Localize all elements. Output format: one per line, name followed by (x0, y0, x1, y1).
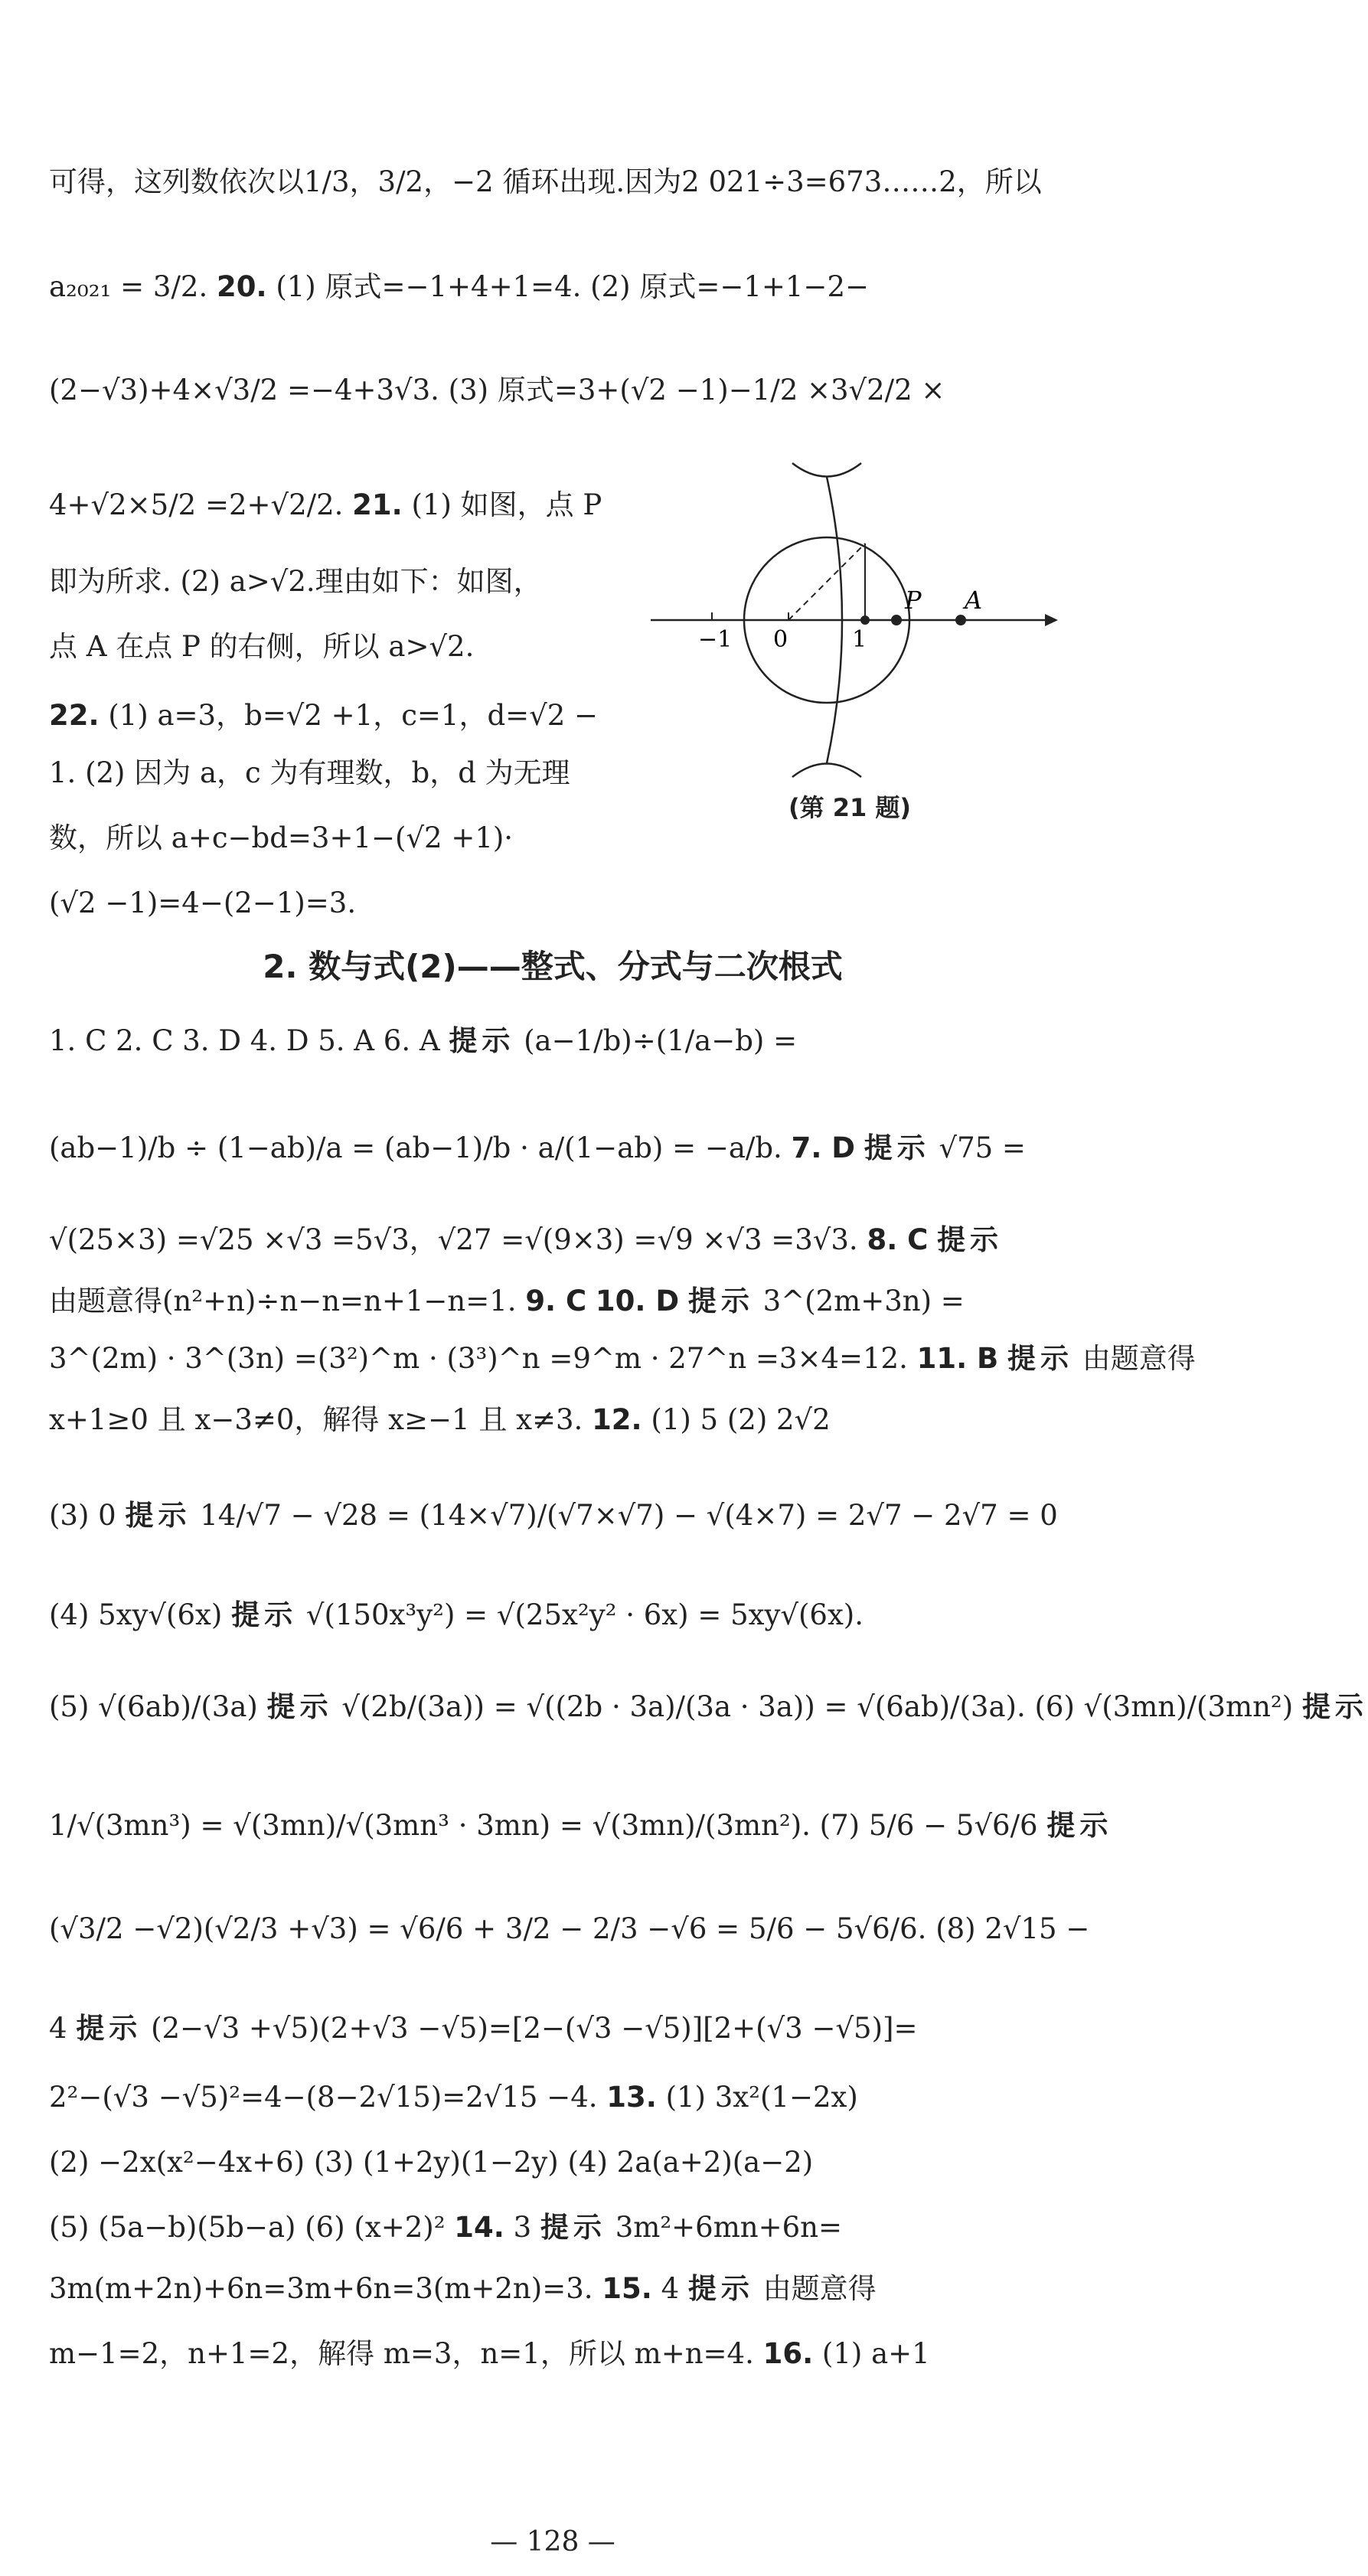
label-1: 1 (852, 626, 867, 653)
text-line: m−1=2，n+1=2，解得 m=3，n=1，所以 m+n=4. 16. (1) a+1 (49, 2337, 930, 2370)
label-A: A (965, 586, 983, 615)
figure-caption: (第 21 题) (788, 793, 912, 822)
text-line: 2²−(√3 −√5)²=4−(8−2√15)=2√15 −4. 13. (1) 3x²(1−2x) (49, 2081, 858, 2114)
label-0: 0 (773, 626, 788, 653)
text-line: 由题意得(n²+n)÷n−n=n+1−n=1. 9. C 10. D 提示 3^(2m+3n) = (49, 1285, 965, 1317)
text-line: (√2 −1)=4−(2−1)=3. (49, 886, 357, 919)
text-line: 3m(m+2n)+6n=3m+6n=3(m+2n)=3. 15. 4 提示 由题意得 (49, 2272, 877, 2305)
point-A (955, 615, 966, 625)
dashed-segment (788, 544, 865, 620)
text-line: 即为所求. (2) a>√2.理由如下：如图， (49, 565, 542, 598)
text-line: (4) 5xy√(6x) 提示 √(150x³y²) = √(25x²y² · 6x) = 5xy√(6x). (49, 1598, 864, 1631)
hint-label: 提示 (687, 1285, 754, 1317)
text-line: x+1≥0 且 x−3≠0，解得 x≥−1 且 x≠3. 12. (1) 5 (2) 2√2 (49, 1403, 831, 1436)
hint-label: 提示 (449, 1024, 515, 1057)
text-line: 1. (2) 因为 a，c 为有理数，b，d 为无理 (49, 756, 570, 789)
text-line: (2) −2x(x²−4x+6) (3) (1+2y)(1−2y) (4) 2a(a+2)(a−2) (49, 2146, 814, 2179)
text-line: √(25×3) =√25 ×√3 =5√3，√27 =√(9×3) =√9 ×√3 =3√3. 8. C 提示 (49, 1223, 1004, 1256)
hint-label: 提示 (1007, 1342, 1074, 1375)
text-line: a₂₀₂₁ = 3/2. 20. (1) 原式=−1+4+1=4. (2) 原式=−1+1−2− (49, 270, 869, 303)
page-number: — 128 — (490, 2526, 615, 2558)
label-minus1: −1 (698, 626, 733, 653)
hint-label: 提示 (76, 2012, 142, 2045)
question-number: 22. (49, 699, 100, 732)
hint-label: 提示 (266, 1690, 333, 1723)
hint-label: 提示 (937, 1223, 1004, 1256)
text-line: 点 A 在点 P 的右侧，所以 a>√2. (49, 630, 475, 663)
arc-bottom (792, 764, 861, 778)
hint-label: 提示 (687, 2272, 754, 2305)
text-line: 可得，这列数依次以1/3，3/2，−2 循环出现.因为2 021÷3=673……2，所以 (49, 165, 1042, 198)
hint-label: 提示 (1301, 1690, 1368, 1723)
hint-label: 提示 (540, 2211, 606, 2244)
text-line: 3^(2m) · 3^(3n) =(3²)^m · (3³)^n =9^m · 27^n =3×4=12. 11. B 提示 由题意得 (49, 1342, 1196, 1375)
text-line: (√3/2 −√2)(√2/3 +√3) = √6/6 + 3/2 − 2/3 −√6 = 5/6 − 5√6/6. (8) 2√15 − (49, 1912, 1090, 1945)
label-P: P (905, 586, 922, 615)
text-line: 4 提示 (2−√3 +√5)(2+√3 −√5)=[2−(√3 −√5)][2+(√3 −√5)]= (49, 2012, 918, 2045)
question-number: 20. (217, 270, 267, 303)
point-P (891, 615, 902, 625)
text-line: 22. (1) a=3，b=√2 +1，c=1，d=√2 − (49, 699, 599, 732)
section-heading: 2. 数与式(2)——整式、分式与二次根式 (263, 948, 843, 985)
point-1 (860, 615, 870, 625)
text-line: (5) √(6ab)/(3a) 提示 √(2b/(3a)) = √((2b · 3a)/(3a · 3a)) = √(6ab)/(3a). (6) √(3mn)/(3mn²) 提示 (49, 1690, 1368, 1723)
hint-label: 提示 (231, 1598, 298, 1631)
text-line: 1/√(3mn³) = √(3mn)/√(3mn³ · 3mn) = √(3mn)/(3mn²). (7) 5/6 − 5√6/6 提示 (49, 1809, 1113, 1842)
hint-label: 提示 (125, 1499, 191, 1532)
text-line: (2−√3)+4×√3/2 =−4+3√3. (3) 原式=3+(√2 −1)−1/2 ×3√2/2 × (49, 374, 945, 406)
number-line-figure (635, 455, 1064, 823)
text-line: (ab−1)/b ÷ (1−ab)/a = (ab−1)/b · a/(1−ab) = −a/b. 7. D 提示 √75 = (49, 1131, 1026, 1164)
hint-label: 提示 (864, 1131, 930, 1164)
question-number: 21. (352, 488, 403, 521)
arc-top (792, 463, 861, 477)
text-line: 1. C 2. C 3. D 4. D 5. A 6. A 提示 (a−1/b)÷(1/a−b) = (49, 1024, 798, 1057)
text-line: (3) 0 提示 14/√7 − √28 = (14×√7)/(√7×√7) − √(4×7) = 2√7 − 2√7 = 0 (49, 1499, 1058, 1532)
axis-arrow-icon (1045, 614, 1058, 626)
text-line: 4+√2×5/2 =2+√2/2. 21. (1) 如图，点 P (49, 488, 602, 521)
hint-label: 提示 (1046, 1809, 1113, 1842)
text-line: (5) (5a−b)(5b−a) (6) (x+2)² 14. 3 提示 3m²+6mn+6n= (49, 2211, 842, 2244)
text-line: 数，所以 a+c−bd=3+1−(√2 +1)· (49, 821, 514, 854)
